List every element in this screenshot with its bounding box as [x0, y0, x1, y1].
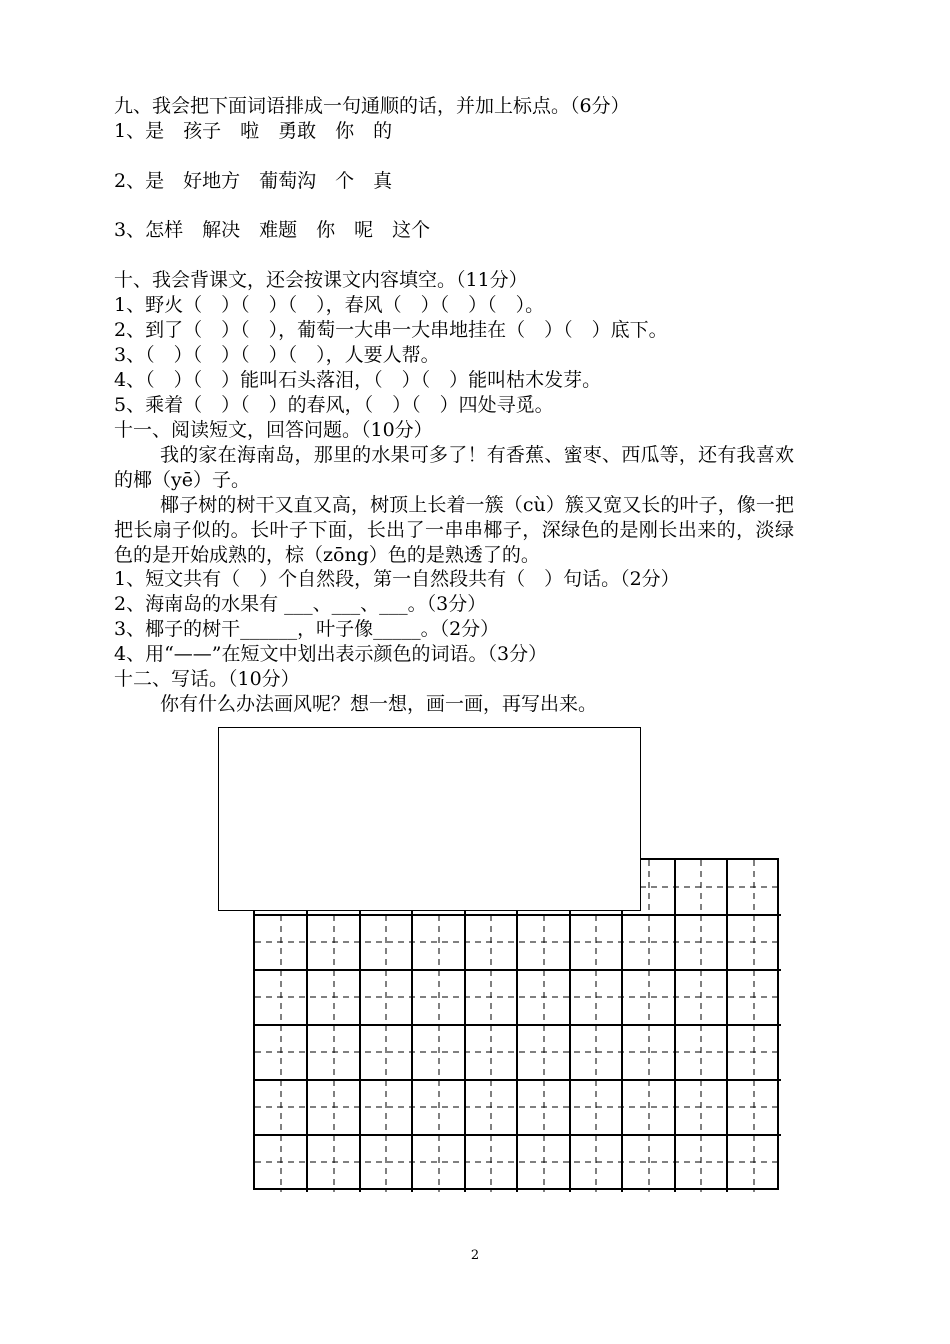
section10-item-4: 4、（ ）（ ）能叫石头落泪，（ ）（ ）能叫枯木发芽。 [114, 369, 602, 391]
section11-question-4: 4、用“——”在短文中划出表示颜色的词语。（3分） [114, 643, 548, 665]
section11-question-3: 3、椰子的树干______，叶子像_____。（2分） [114, 618, 500, 640]
reading-paragraph-2: 椰子树的树干又直又高，树顶上长着一簇（cù）簇又宽又长的叶子，像一把把长扇子似的。长叶子下面，长出了一串串椰子，深绿色的是刚长出来的，淡绿色的是开始成熟的，棕（zōng）色的是熟透了的。 [114, 494, 794, 566]
section10-item-2: 2、到了（ ）（ ），葡萄一大串一大串地挂在（ ）（ ）底下。 [114, 319, 668, 341]
section9-item-3: 3、怎样 解决 难题 你 呢 这个 [114, 219, 431, 241]
reading-paragraph-1: 我的家在海南岛，那里的水果可多了！有香蕉、蜜枣、西瓜等，还有我喜欢的椰（yē）子。 [114, 444, 794, 491]
section9-title: 九、我会把下面词语排成一句通顺的话，并加上标点。（6分） [114, 95, 630, 117]
section9-item-2: 2、是 好地方 葡萄沟 个 真 [114, 170, 393, 192]
section10-title: 十、我会背课文，还会按课文内容填空。（11分） [114, 269, 528, 291]
section11-question-1: 1、短文共有（ ）个自然段，第一自然段共有（ ）句话。（2分） [114, 568, 680, 590]
section12-title: 十二、写话。（10分） [114, 668, 300, 690]
section10-item-5: 5、乘着（ ）（ ）的春风，（ ）（ ）四处寻觅。 [114, 394, 554, 416]
section10-item-1: 1、野火（ ）（ ）（ ），春风（ ）（ ）（ ）。 [114, 294, 545, 316]
drawing-box[interactable] [218, 727, 641, 911]
section10-item-3: 3、（ ）（ ）（ ）（ ），人要人帮。 [114, 344, 440, 366]
page-number: 2 [470, 1248, 480, 1263]
section11-title: 十一、阅读短文，回答问题。（10分） [114, 419, 433, 441]
section12-prompt: 你有什么办法画风呢？想一想，画一画，再写出来。 [160, 693, 598, 715]
section9-item-1: 1、是 孩子 啦 勇敢 你 的 [114, 120, 393, 142]
section11-question-2: 2、海南岛的水果有 ___、___、___。（3分） [114, 593, 487, 615]
